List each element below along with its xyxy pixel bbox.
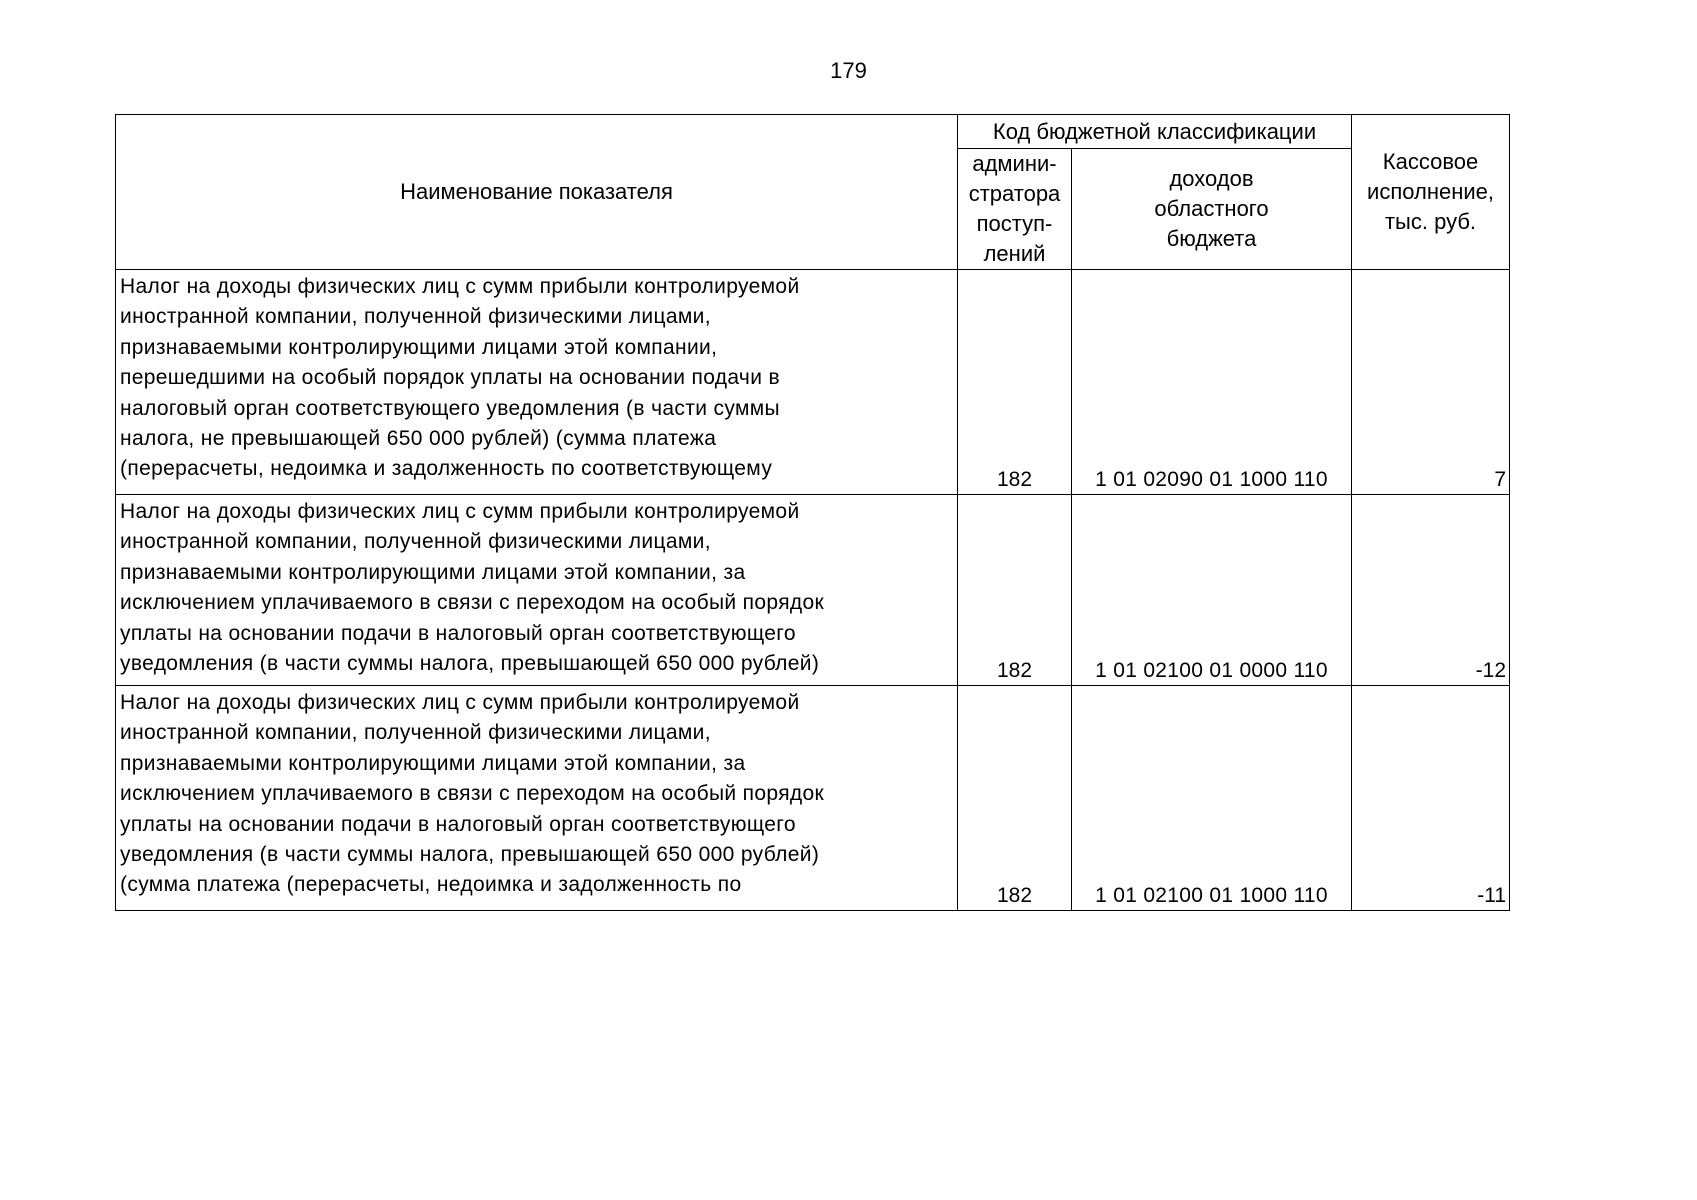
row-administrator-code: 182 [958,686,1072,911]
table-row [116,686,1510,911]
row-administrator-code: 182 [958,270,1072,495]
header-cash-execution [1352,115,1510,270]
header-revenue-code [1072,149,1352,270]
header-revenue-code-text: доходов областного бюджета [1154,166,1269,251]
row-cash-execution: -12 [1352,495,1510,686]
header-administrator-text: админи- стратора поступ- лений [968,151,1061,266]
table-row [116,495,1510,686]
row-revenue-code: 1 01 02100 01 0000 110 [1072,495,1352,686]
row-revenue-code: 1 01 02100 01 1000 110 [1072,686,1352,911]
row-indicator-name-text: Налог на доходы физических лиц с сумм прибыли контролируемой иностранной компании, полученной физическими лицами, признаваемыми контролирующими лицами этой компании, за исключением уплачиваемого в связи с переходом на особый порядок уплаты на основании подачи в налоговый орган соответствующего уведомления (в части суммы налога, превышающей 650 000 рублей) [120,500,825,676]
header-classification-code: Код бюджетной классификации [958,115,1352,149]
row-indicator-name [116,495,958,686]
row-revenue-code: 1 01 02090 01 1000 110 [1072,270,1352,495]
header-cash-execution-text: Кассовое исполнение, тыс. руб. [1367,149,1494,234]
page-number: 179 [830,58,867,83]
header-administrator [958,149,1072,270]
row-indicator-name-text: Налог на доходы физических лиц с сумм прибыли контролируемой иностранной компании, полученной физическими лицами, признаваемыми контролирующими лицами этой компании, перешедшими на особый порядок уплаты на основании подачи в налоговый орган соответствующего уведомления (в части суммы налога, не превышающей 650 000 рублей) (сумма платежа (перерасчеты, недоимка и задолженность по соответствующему [120,275,800,481]
table-header [116,115,1510,270]
row-cash-execution: 7 [1352,270,1510,495]
row-indicator-name [116,270,958,495]
row-administrator-code: 182 [958,495,1072,686]
row-indicator-name [116,686,958,911]
row-indicator-name-text: Налог на доходы физических лиц с сумм прибыли контролируемой иностранной компании, полученной физическими лицами, признаваемыми контролирующими лицами этой компании, за исключением уплачиваемого в связи с переходом на особый порядок уплаты на основании подачи в налоговый орган соответствующего уведомления (в части суммы налога, превышающей 650 000 рублей) (сумма платежа (перерасчеты, недоимка и задолженность по [120,691,825,897]
budget-table [115,114,1510,911]
row-cash-execution: -11 [1352,686,1510,911]
table-row [116,270,1510,495]
header-indicator-name: Наименование показателя [116,115,958,270]
